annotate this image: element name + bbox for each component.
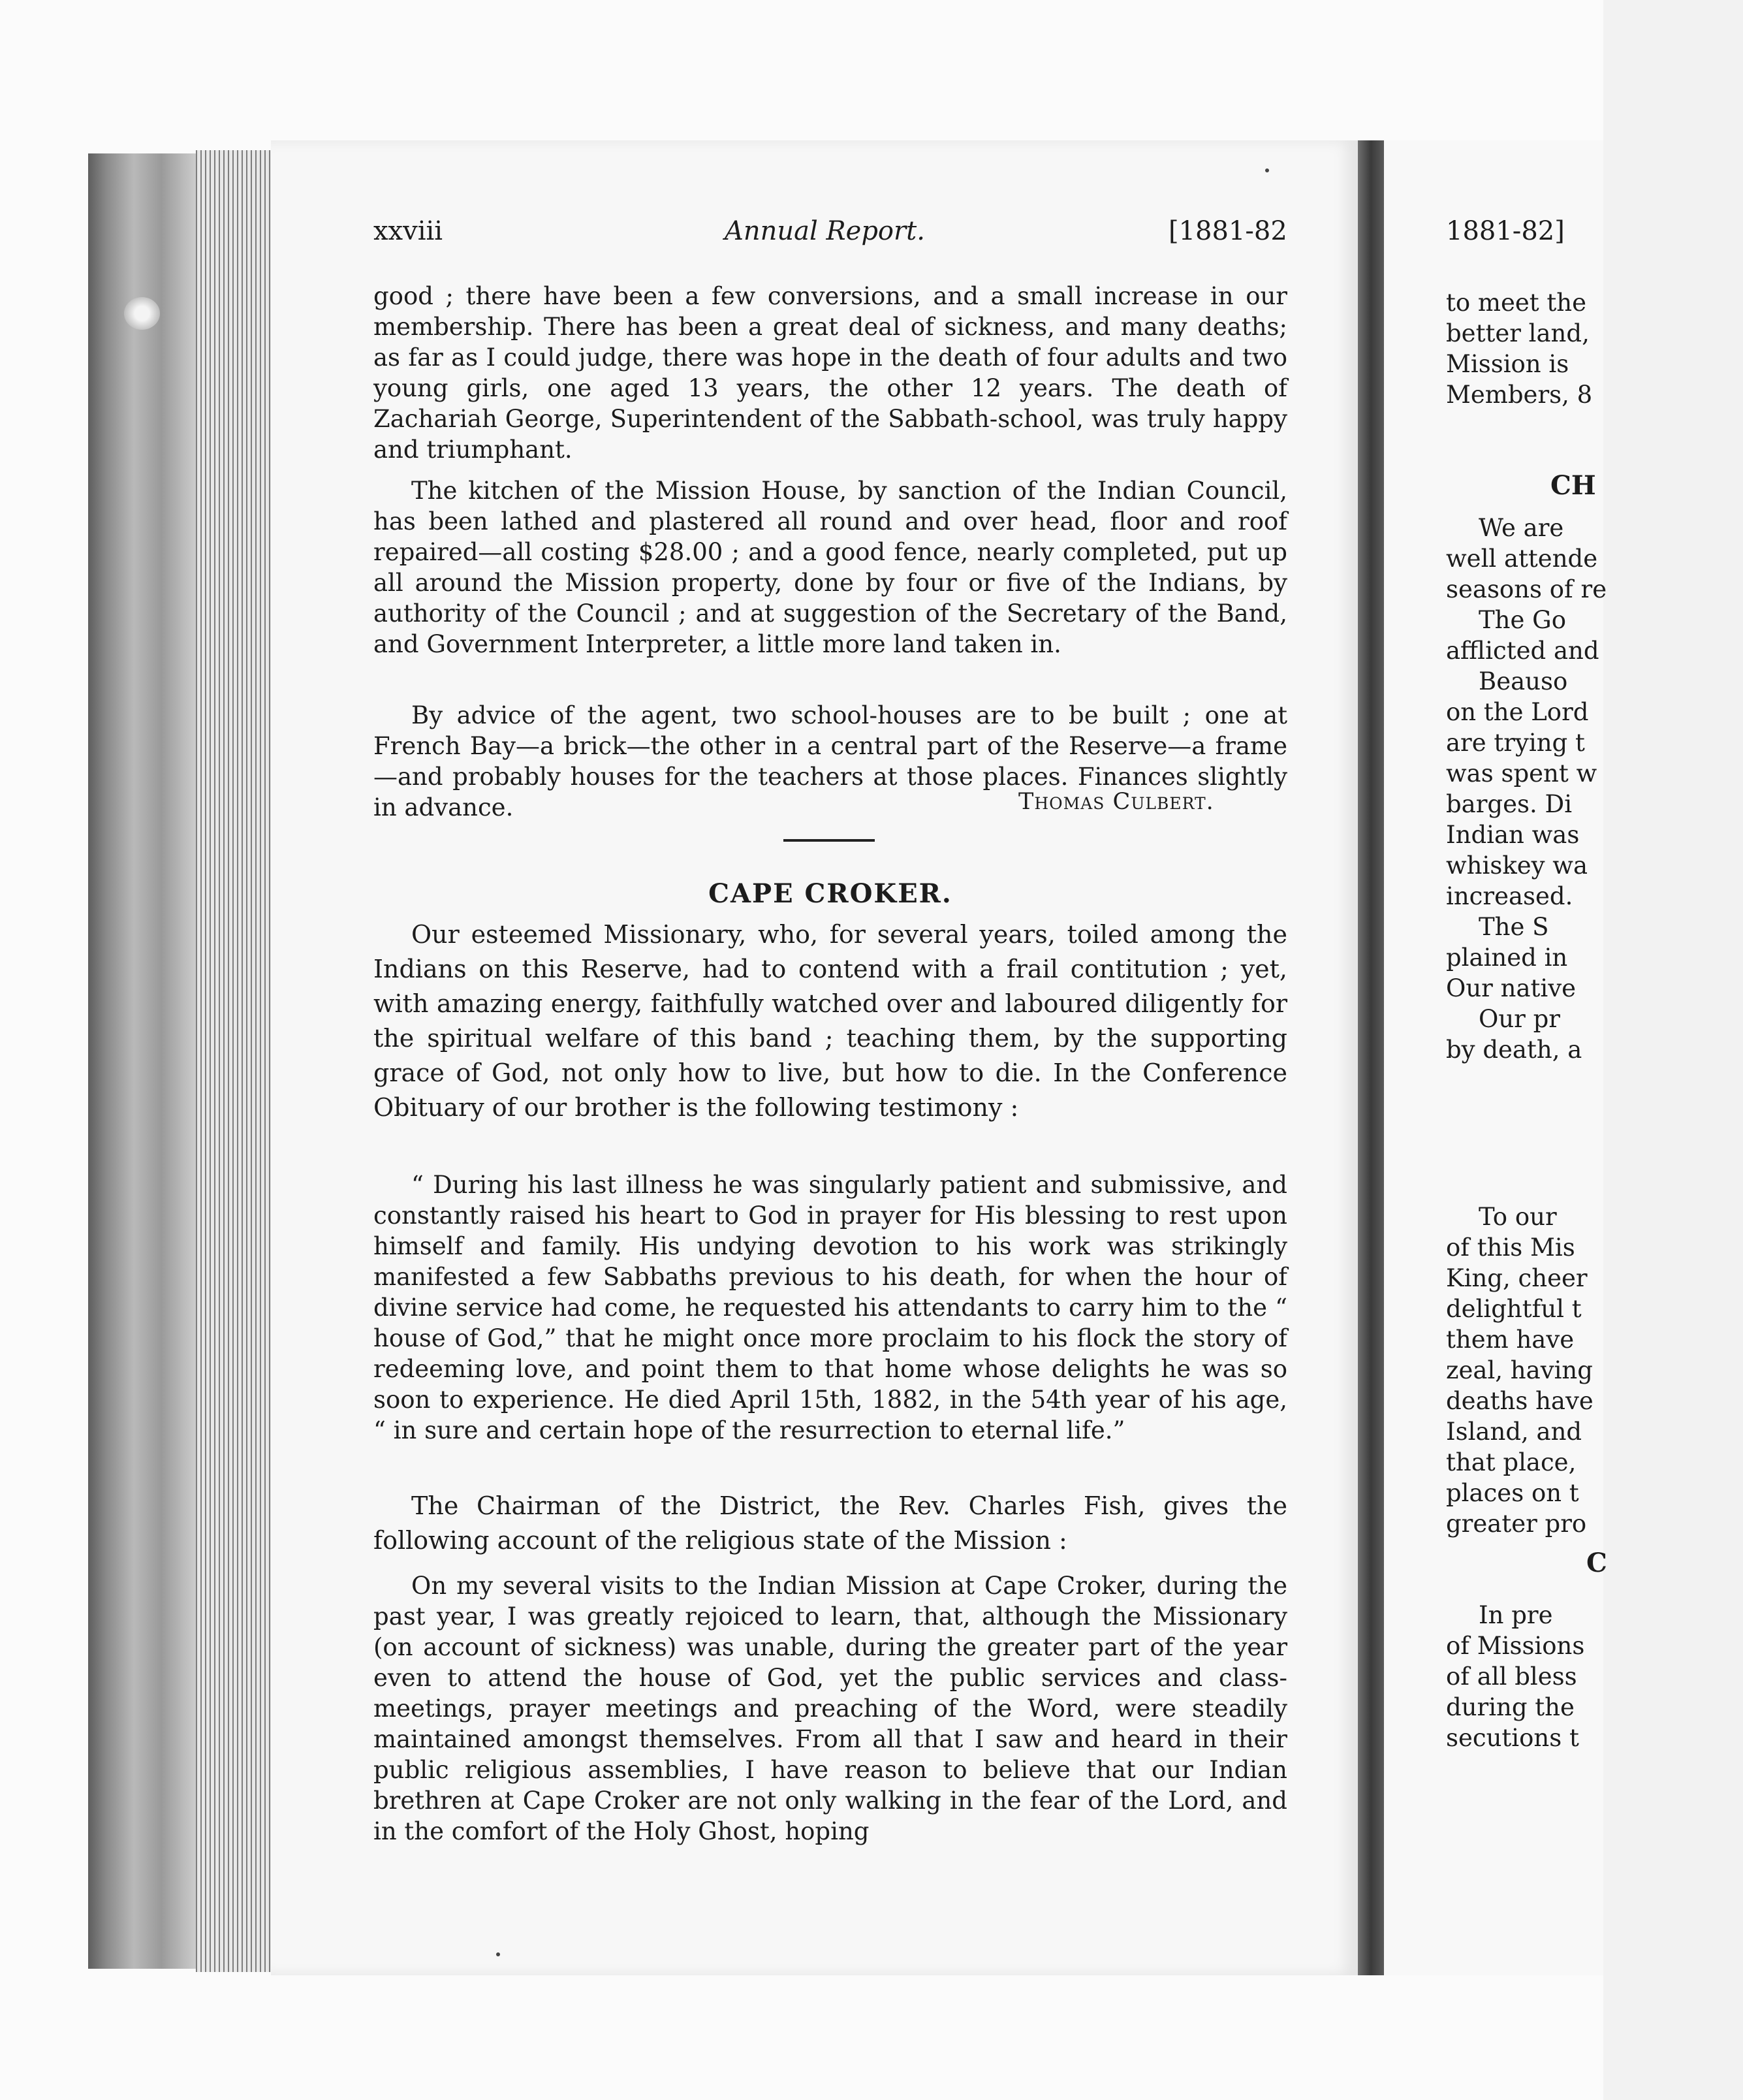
right-line: during the [1446, 1693, 1575, 1721]
book-page-edge-lines [196, 150, 274, 1972]
right-line: better land, [1446, 319, 1590, 347]
right-line: Indian was [1446, 821, 1580, 849]
right-running-years: 1881-82] [1446, 216, 1565, 246]
right-heading-2-wrap [1446, 1548, 1607, 1578]
right-line: barges. Di [1446, 790, 1573, 818]
right-line: The Go [1479, 606, 1566, 634]
scan-speck [496, 1952, 500, 1956]
page-number: xxviii [373, 216, 443, 246]
right-line: are trying t [1446, 729, 1585, 757]
right-block-1 [1446, 287, 1603, 410]
right-line: whiskey wa [1446, 851, 1588, 880]
right-line: by death, a [1446, 1036, 1582, 1064]
right-line: of this Mis [1446, 1233, 1575, 1262]
right-line: them have [1446, 1326, 1575, 1354]
right-heading: C [1586, 1548, 1607, 1578]
book-gutter [1358, 140, 1384, 1975]
scan-speck [1265, 168, 1269, 172]
right-block-3 [1446, 1201, 1603, 1539]
paragraph-chairman: The Chairman of the District, the Rev. Charles Fish, gives the following account of the religious state of the Mission : [373, 1491, 1287, 1555]
right-line: Members, 8 [1446, 381, 1593, 409]
paragraph-intro: Our esteemed Missionary, who, for several years, toiled among the Indians on this Reserve, had to contend with a frail contitution ; yet, with amazing energy, faithfully watched over and laboured diligently for the spiritual welfare of this band ; teaching them, by the supporting grace of God, not only how to live, but how to die. In the Conference Obituary of our brother is the following testimony : [373, 920, 1287, 1122]
right-heading: CH [1550, 470, 1596, 501]
right-line: zeal, having [1446, 1356, 1593, 1384]
right-line: deaths have [1446, 1387, 1594, 1415]
paragraph-membership: good ; there have been a few conversions, and a small increase in our membership. There has been a great deal of sickness, and many deaths; as far as I could judge, there was hope in the death of four adults and two young girls, one aged 13 years, the other 12 years. The death of Zachariah George, Superintendent of the Sabbath-school, was truly happy and triumphant. [373, 282, 1287, 464]
right-line: To our [1479, 1203, 1557, 1231]
right-block-2 [1446, 513, 1607, 1065]
running-title: Annual Report. [725, 216, 925, 246]
right-line: delightful t [1446, 1295, 1582, 1323]
paragraph-school-houses: By advice of the agent, two school-houses are to be built ; one at French Bay—a brick—the other in a central part of the Reserve—a frame—and probably houses for the teachers at those places. Finances slightly in advance. [373, 701, 1287, 821]
right-line: Beauso [1479, 667, 1568, 695]
right-block-4 [1446, 1600, 1603, 1753]
right-line: King, cheer [1446, 1264, 1588, 1292]
right-line: on the Lord [1446, 698, 1589, 726]
right-line: increased. [1446, 882, 1573, 910]
section-rule [783, 839, 875, 842]
right-line: Our pr [1479, 1005, 1560, 1033]
right-line: secutions t [1446, 1724, 1579, 1752]
right-line: We are [1479, 514, 1564, 542]
right-line: afflicted and [1446, 637, 1599, 665]
signature: Thomas Culbert. [1018, 789, 1214, 815]
right-line: was spent w [1446, 759, 1597, 788]
right-heading-1-wrap [1446, 470, 1603, 501]
right-line: of Missions [1446, 1632, 1585, 1660]
right-line: Our native [1446, 974, 1577, 1002]
section-heading: CAPE CROKER. [708, 878, 952, 909]
right-line: plained in [1446, 944, 1568, 972]
right-line: Mission is [1446, 350, 1569, 378]
right-line: In pre [1479, 1601, 1553, 1629]
right-line: Island, and [1446, 1418, 1582, 1446]
right-line: The S [1479, 913, 1549, 941]
right-line: greater pro [1446, 1510, 1587, 1538]
right-line: places on t [1446, 1479, 1579, 1507]
right-line: of all bless [1446, 1663, 1577, 1691]
right-line: seasons of re [1446, 575, 1607, 603]
paragraph-quote: “ During his last illness he was singularly patient and submissive, and constantly raised his heart to God in prayer for His blessing to rest upon himself and family. His undying devotion to his work was strikingly manifested a few Sabbaths previous to his death, for when the hour of divine service had come, he requested his attendants to carry him to the “ house of God,” that he might once more proclaim to his flock the story of redeeming love, and point them to that home whose delights he was so soon to experience. He died April 15th, 1882, in the 54th year of his age, “ in sure and certain hope of the resurrection to eternal life.” [373, 1171, 1287, 1444]
running-years: [1881-82 [1169, 216, 1287, 246]
paragraph-mission-house: The kitchen of the Mission House, by sanction of the Indian Council, has been lathed and plastered all round and over head, floor and roof repaired—all costing $28.00 ; and a good fence, nearly completed, put up all around the Mission property, done by four or five of the Indians, by authority of the Council ; and at suggestion of the Secretary of the Band, and Government Interpreter, a little more land taken in. [373, 477, 1287, 658]
paragraph-account: On my several visits to the Indian Mission at Cape Croker, during the past year, I was greatly rejoiced to learn, that, although the Missionary (on account of sickness) was unable, during the greater part of the year even to attend the house of God, yet the public services and class-meetings, prayer meetings and preaching of the Word, were steadily maintained amongst themselves. From all that I saw and heard in their public religious assemblies, I have reason to believe that our Indian brethren at Cape Croker are not only walking in the fear of the Lord, and in the comfort of the Holy Ghost, hoping [373, 1572, 1287, 1845]
right-line: well attende [1446, 545, 1598, 573]
right-line: that place, [1446, 1448, 1577, 1476]
scan-smudge [124, 297, 160, 330]
right-line: to meet the [1446, 289, 1587, 317]
